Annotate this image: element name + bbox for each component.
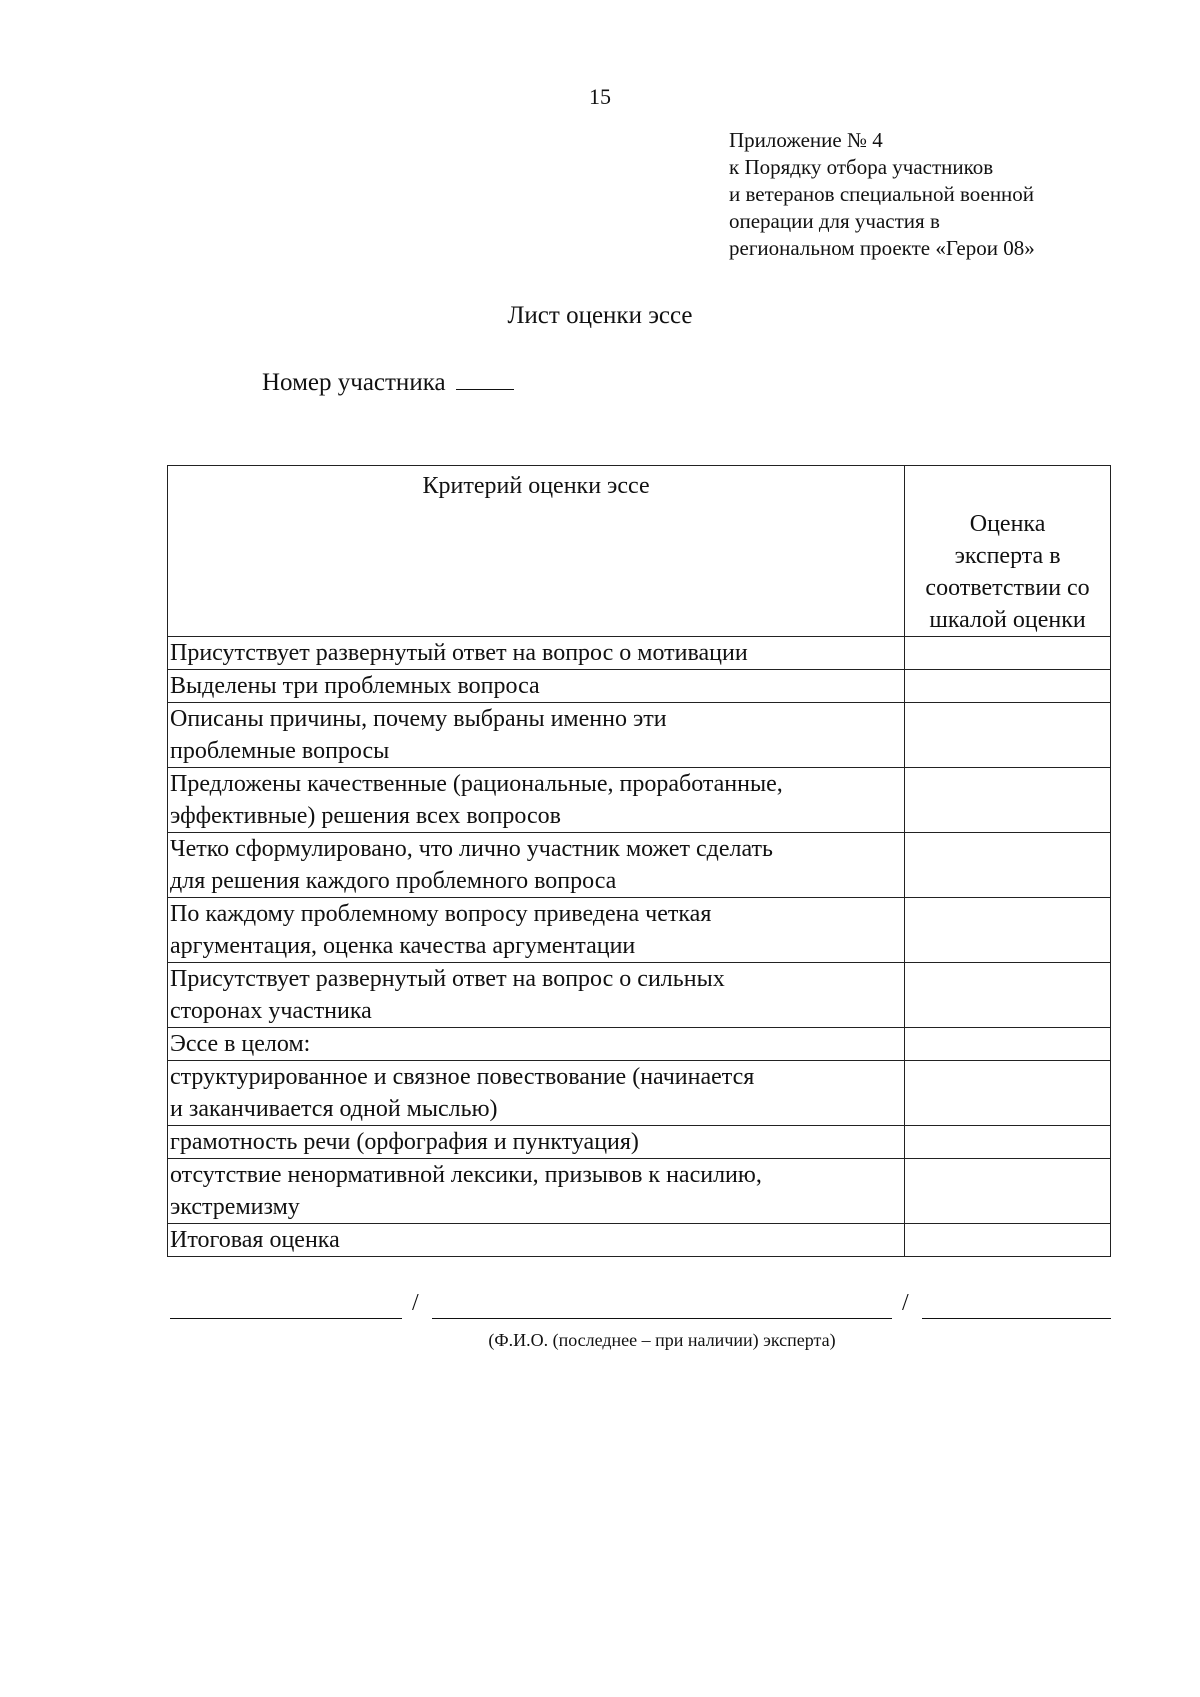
criterion-cell bbox=[168, 1028, 905, 1061]
criterion-cell bbox=[168, 703, 905, 768]
total-score-cell[interactable] bbox=[905, 1224, 1111, 1257]
score-cell[interactable] bbox=[905, 637, 1111, 670]
criterion-row bbox=[168, 768, 1111, 833]
score-cell[interactable] bbox=[905, 703, 1111, 768]
annex-line: и ветеранов специальной военной bbox=[729, 182, 1035, 206]
document-title: Лист оценки эссе bbox=[507, 302, 693, 329]
criterion-cell bbox=[168, 963, 905, 1028]
criterion-row bbox=[168, 898, 1111, 963]
criterion-row bbox=[168, 1028, 1111, 1061]
criterion-cell bbox=[168, 833, 905, 898]
criterion-cell bbox=[168, 1061, 905, 1126]
header-score-line: соответствии со bbox=[925, 575, 1090, 601]
header-score bbox=[905, 466, 1111, 637]
criterion-text: проблемные вопросы bbox=[170, 738, 390, 764]
criterion-text: Описаны причины, почему выбраны именно эти bbox=[170, 706, 667, 732]
page-number: 15 bbox=[589, 84, 611, 109]
signature-blank bbox=[170, 1288, 402, 1319]
criterion-cell bbox=[168, 1126, 905, 1159]
criterion-row bbox=[168, 1126, 1111, 1159]
criterion-text: Четко сформулировано, что лично участник может сделать bbox=[170, 836, 773, 862]
criterion-row bbox=[168, 833, 1111, 898]
signature-row bbox=[0, 1288, 1200, 1328]
date-separator: / bbox=[902, 1290, 909, 1316]
table-header-row bbox=[168, 466, 1111, 637]
criterion-text: для решения каждого проблемного вопроса bbox=[170, 868, 617, 894]
criterion-text: Эссе в целом: bbox=[170, 1031, 311, 1057]
criterion-cell bbox=[168, 898, 905, 963]
signature-separator: / bbox=[412, 1290, 419, 1316]
criterion-text: Присутствует развернутый ответ на вопрос о мотивации bbox=[170, 640, 748, 666]
score-cell[interactable] bbox=[905, 768, 1111, 833]
participant-number-field bbox=[262, 367, 514, 397]
annex-line: операции для участия в bbox=[729, 209, 940, 233]
criterion-text: аргументация, оценка качества аргументации bbox=[170, 933, 636, 959]
criterion-row bbox=[168, 670, 1111, 703]
total-row bbox=[168, 1224, 1111, 1257]
criterion-row bbox=[168, 637, 1111, 670]
participant-number-blank bbox=[456, 367, 514, 390]
criterion-text: отсутствие ненормативной лексики, призывов к насилию, bbox=[170, 1162, 762, 1188]
header-criterion: Критерий оценки эссе bbox=[168, 466, 905, 637]
criterion-text: экстремизму bbox=[170, 1194, 300, 1220]
criterion-text: Предложены качественные (рациональные, проработанные, bbox=[170, 771, 783, 797]
criterion-text: и заканчивается одной мыслью) bbox=[170, 1096, 498, 1122]
criterion-text: Присутствует развернутый ответ на вопрос о сильных bbox=[170, 966, 725, 992]
header-score-line: Оценка bbox=[969, 511, 1046, 537]
total-label: Итоговая оценка bbox=[168, 1224, 905, 1257]
header-score-line: шкалой оценки bbox=[929, 607, 1086, 633]
criterion-text: Выделены три проблемных вопроса bbox=[170, 673, 540, 699]
annex-line: Приложение № 4 bbox=[729, 128, 883, 152]
score-cell[interactable] bbox=[905, 1126, 1111, 1159]
score-cell[interactable] bbox=[905, 670, 1111, 703]
criterion-text: сторонах участника bbox=[170, 998, 372, 1024]
annex-line: к Порядку отбора участников bbox=[729, 155, 994, 179]
annex-reference bbox=[729, 127, 1035, 262]
criterion-row bbox=[168, 703, 1111, 768]
criterion-row bbox=[168, 1159, 1111, 1224]
criterion-text: эффективные) решения всех вопросов bbox=[170, 803, 561, 829]
score-cell[interactable] bbox=[905, 1028, 1111, 1061]
criterion-cell bbox=[168, 1159, 905, 1224]
criterion-cell bbox=[168, 637, 905, 670]
date-blank bbox=[922, 1288, 1111, 1319]
score-cell[interactable] bbox=[905, 1061, 1111, 1126]
criterion-cell bbox=[168, 670, 905, 703]
participant-number-label: Номер участника bbox=[262, 369, 446, 396]
score-cell[interactable] bbox=[905, 963, 1111, 1028]
criterion-text: По каждому проблемному вопросу приведена четкая bbox=[170, 901, 712, 927]
criterion-cell bbox=[168, 768, 905, 833]
expert-name-blank bbox=[432, 1288, 892, 1319]
score-cell[interactable] bbox=[905, 898, 1111, 963]
criterion-row bbox=[168, 1061, 1111, 1126]
criterion-text: структурированное и связное повествование (начинается bbox=[170, 1064, 755, 1090]
evaluation-table bbox=[167, 465, 1111, 1257]
criterion-text: грамотность речи (орфография и пунктуация) bbox=[170, 1129, 639, 1155]
criterion-row bbox=[168, 963, 1111, 1028]
header-score-line: эксперта в bbox=[954, 543, 1061, 569]
signature-caption: (Ф.И.О. (последнее – при наличии) эксперта) bbox=[488, 1330, 836, 1350]
score-cell[interactable] bbox=[905, 1159, 1111, 1224]
score-cell[interactable] bbox=[905, 833, 1111, 898]
annex-line: региональном проекте «Герои 08» bbox=[729, 236, 1035, 260]
